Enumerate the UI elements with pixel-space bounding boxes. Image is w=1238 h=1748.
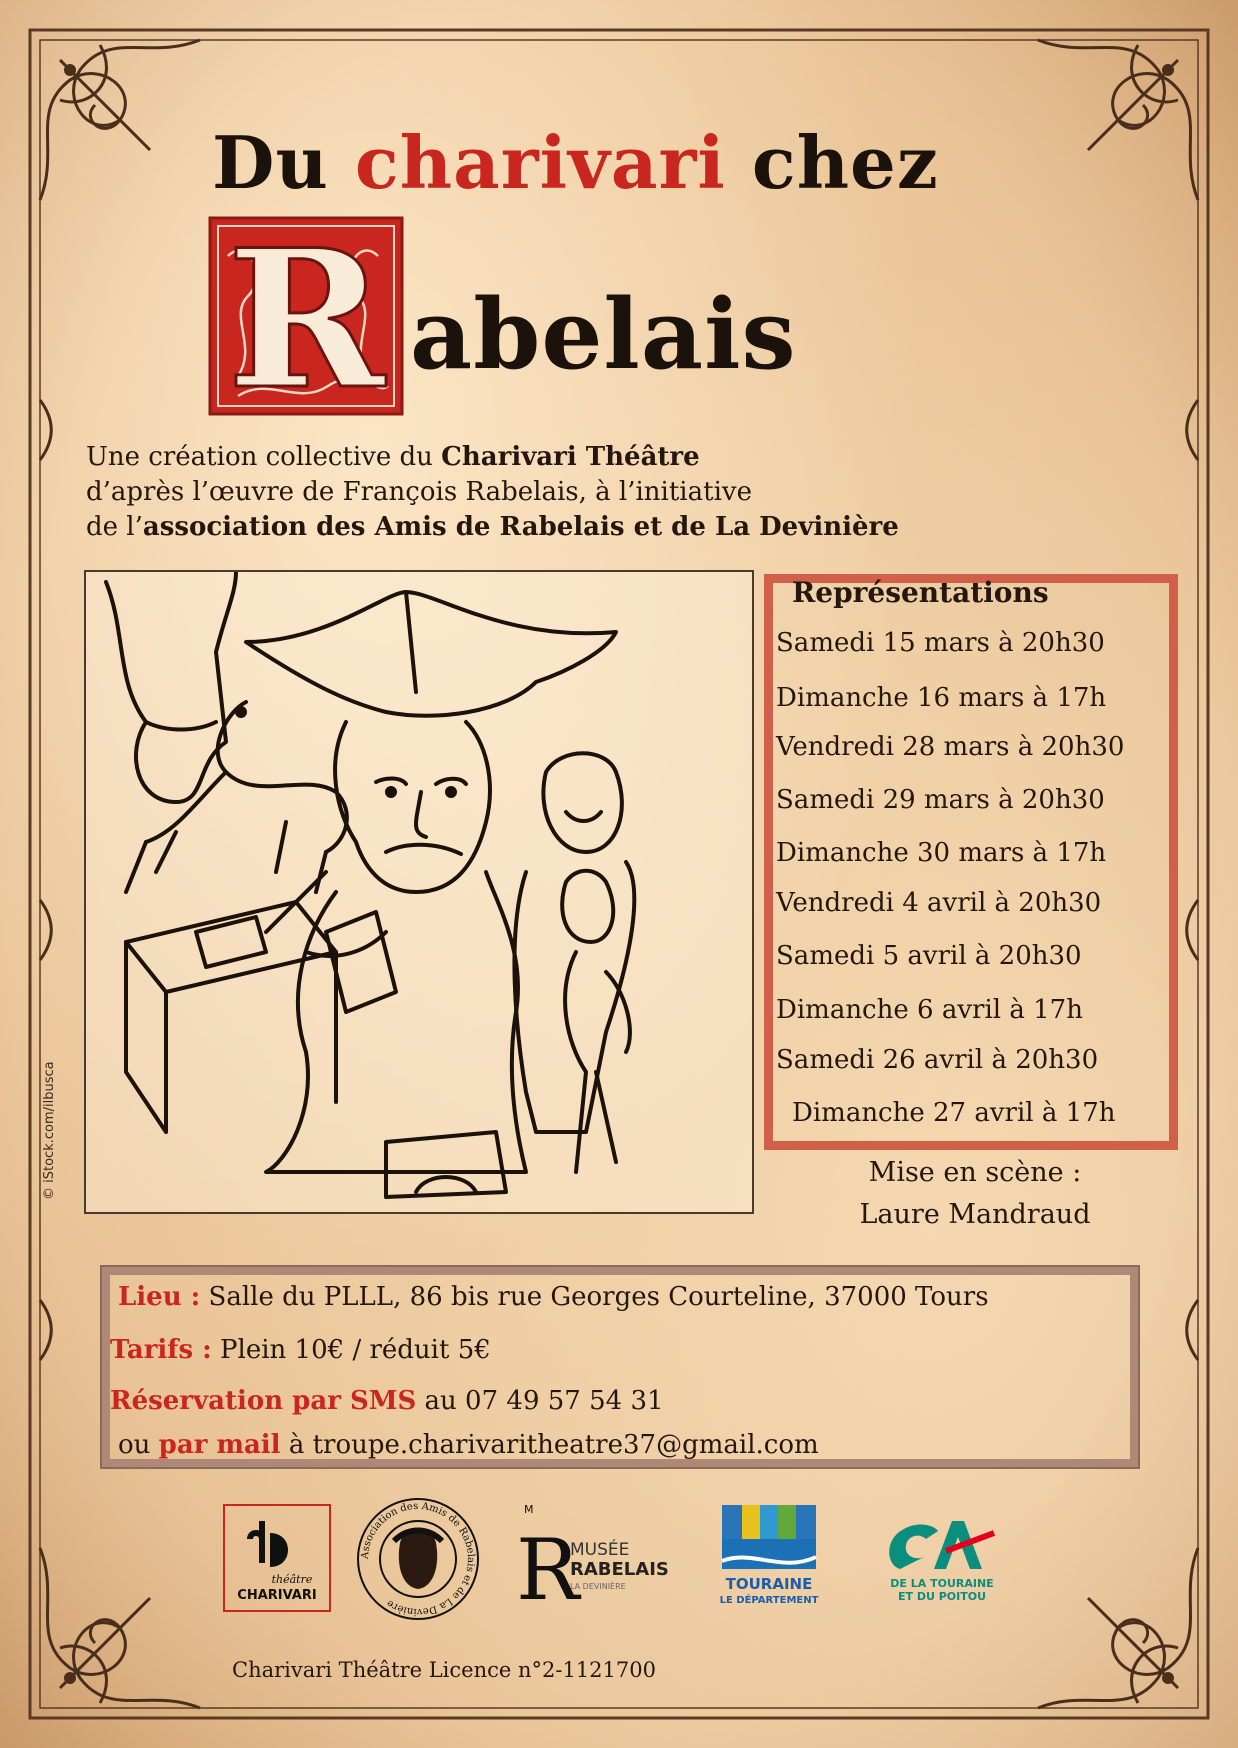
- title-suffix: chez: [751, 120, 939, 205]
- date-row: Samedi 29 mars à 20h30: [776, 785, 1105, 815]
- date-row: Dimanche 16 mars à 17h: [776, 683, 1107, 713]
- charivari-big: CHARIVARI: [237, 1588, 317, 1603]
- licence-number: Charivari Théâtre Licence n°2-1121700: [232, 1658, 656, 1682]
- mail-label: par mail: [158, 1430, 281, 1460]
- date-row: Dimanche 27 avril à 17h: [792, 1098, 1116, 1128]
- title-line-1: [212, 120, 939, 205]
- reservation-label: Réservation par SMS: [110, 1386, 417, 1416]
- intro-text: [86, 440, 899, 545]
- reservation-line: [110, 1386, 664, 1416]
- representations-title: Représentations: [792, 576, 1049, 609]
- musee-line1: MUSÉE: [570, 1540, 630, 1560]
- image-credit: © iStock.com/ilbusca: [42, 1061, 57, 1200]
- partner-logos: [0, 1495, 1238, 1645]
- prices-label: Tarifs :: [110, 1335, 212, 1365]
- date-row: Vendredi 4 avril à 20h30: [776, 888, 1102, 918]
- musee-line2: RABELAIS: [570, 1559, 669, 1580]
- musee-line3: LA DEVINIÈRE: [570, 1582, 626, 1591]
- prices-value: Plein 10€ / réduit 5€: [211, 1335, 491, 1365]
- touraine-line1: TOURAINE: [725, 1575, 813, 1593]
- dropcap-letter: R: [227, 216, 385, 416]
- mail-prefix: ou: [118, 1430, 159, 1460]
- intro-line-2: d’après l’œuvre de François Rabelais, à l’initiative: [86, 477, 752, 507]
- touraine-logo: [712, 1501, 838, 1617]
- illustration-drawing: [86, 572, 752, 1212]
- reservation-phone[interactable]: au 07 49 57 54 31: [416, 1386, 664, 1416]
- intro-line-1-bold: Charivari Théâtre: [441, 442, 700, 472]
- credit-agricole-logo: [872, 1499, 1012, 1615]
- date-row: Samedi 5 avril à 20h30: [776, 941, 1082, 971]
- date-row: Dimanche 30 mars à 17h: [776, 838, 1107, 868]
- touraine-line2: LE DÉPARTEMENT: [719, 1595, 819, 1606]
- intro-line-1-text: Une création collective du: [86, 442, 442, 472]
- dropcap-r: [208, 216, 404, 416]
- mail-address[interactable]: à troupe.charivaritheatre37@gmail.com: [280, 1430, 819, 1460]
- title-prefix: Du: [212, 120, 329, 205]
- mise-en-scene-label: Mise en scène :: [868, 1157, 1082, 1188]
- venue-label: Lieu :: [118, 1282, 201, 1312]
- date-row: Vendredi 28 mars à 20h30: [776, 732, 1125, 762]
- ca-mark: CA: [872, 1499, 874, 1500]
- intro-line-3-text: de l’: [86, 512, 143, 542]
- ca-line2: ET DU POITOU: [897, 1590, 987, 1603]
- mail-line: [118, 1430, 819, 1460]
- musee-r: R: [516, 1521, 580, 1619]
- charivari-logo: [222, 1503, 332, 1613]
- association-seal: [354, 1495, 482, 1623]
- intro-line-1: [86, 440, 899, 475]
- prices-line: [110, 1335, 491, 1365]
- title-highlight: charivari: [354, 120, 726, 205]
- mise-en-scene-name: Laure Mandraud: [859, 1199, 1091, 1230]
- intro-line-3: [86, 510, 899, 545]
- mise-en-scene: [780, 1152, 1170, 1236]
- date-row: Samedi 26 avril à 20h30: [776, 1045, 1099, 1075]
- date-row: Dimanche 6 avril à 17h: [776, 995, 1083, 1025]
- musee-rabelais-logo: [512, 1499, 692, 1619]
- rabelais-illustration: [84, 570, 754, 1214]
- title-rest: abelais: [410, 278, 797, 391]
- venue-value: Salle du PLLL, 86 bis rue Georges Courteline, 37000 Tours: [200, 1282, 989, 1312]
- musee-m: M: [524, 1503, 534, 1516]
- charivari-small: théâtre: [271, 1573, 313, 1586]
- ca-line1: DE LA TOURAINE: [890, 1577, 994, 1590]
- venue-line: [118, 1282, 989, 1312]
- association-ring-text: Association des Amis de Rabelais et de La Devinière: [359, 1500, 477, 1618]
- date-row: Samedi 15 mars à 20h30: [776, 628, 1105, 658]
- intro-line-3-bold: association des Amis de Rabelais et de La Devinière: [142, 512, 899, 542]
